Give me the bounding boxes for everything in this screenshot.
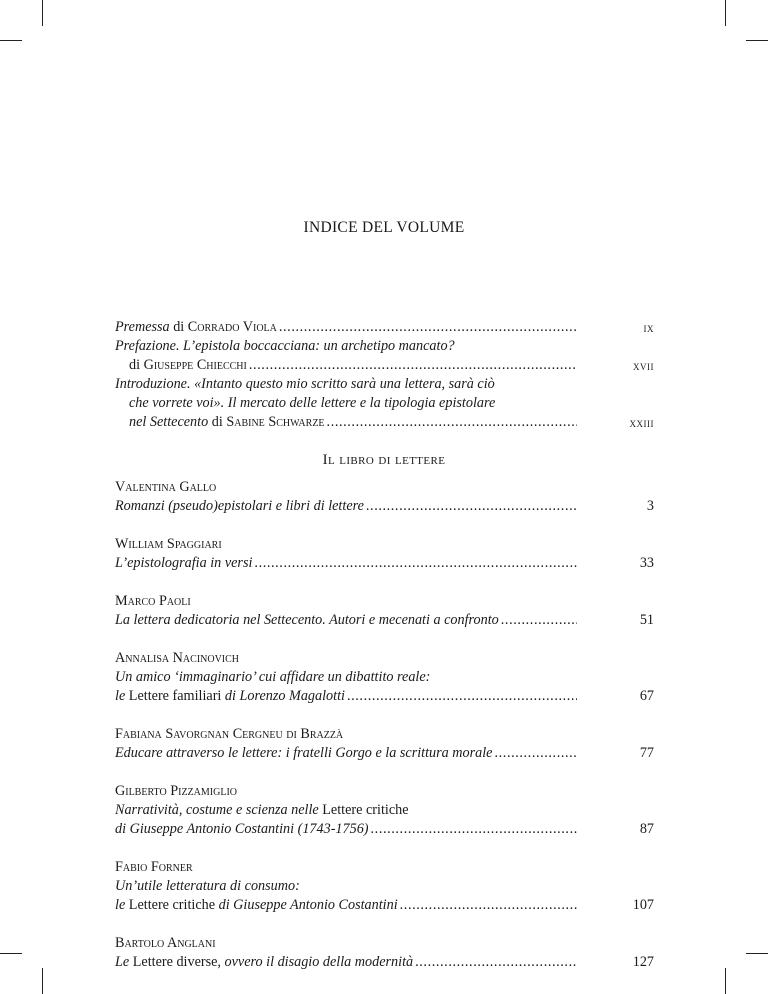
toc-entry[interactable] xyxy=(115,725,654,763)
entry-author: Valentina Gallo xyxy=(115,479,217,495)
page-number: 51 xyxy=(639,612,654,628)
entry-title: Narratività, costume e scienza nelle xyxy=(115,802,323,818)
entry-author: Bartolo Anglani xyxy=(115,935,216,951)
page-number: ix xyxy=(643,320,654,335)
entry-author: Annalisa Nacinovich xyxy=(115,650,240,666)
entry-title: Le xyxy=(115,954,133,970)
entry-author: Sabine Schwarze xyxy=(226,414,325,430)
entry-author: Fabio Forner xyxy=(115,859,193,875)
entry-title: L’epistolografia in versi xyxy=(115,555,253,571)
crop-mark xyxy=(725,968,726,994)
toc-entry[interactable]: Prefazione. L’epistola boccacciana: un archetipo mancato? di Giuseppe Chiecchi ..... xvii xyxy=(115,337,654,375)
front-matter xyxy=(115,318,654,432)
crop-mark xyxy=(0,953,22,954)
entry-author: William Spaggiari xyxy=(115,536,222,552)
entry-title: Romanzi (pseudo)epistolari e libri di lettere xyxy=(115,498,364,514)
crop-mark xyxy=(42,0,43,26)
entry-author: Marco Paoli xyxy=(115,593,191,609)
toc-entry[interactable]: Gilberto Pizzamiglio Narratività, costume e scienza nelle Lettere critiche di Giuseppe Antonio Costantini (1743-1756) ..... 87 xyxy=(115,782,654,839)
page-number: xvii xyxy=(633,358,654,373)
crop-mark xyxy=(746,953,768,954)
toc-entry[interactable]: Bartolo Anglani Le Lettere diverse, ovvero il disagio della modernità ..... 127 xyxy=(115,934,654,972)
toc-entry[interactable]: Introduzione. «Intanto questo mio scritto sarà una lettera, sarà ciò che vorrete voi». Il mercato delle lettere e la tipologia epistolare nel Settecento di Sabine Schwarze ..... xxiii xyxy=(115,375,654,432)
entry-author: Corrado Viola xyxy=(187,319,277,335)
page-number: 87 xyxy=(639,821,654,837)
page-number: 3 xyxy=(646,498,654,514)
section-title: Il libro di lettere xyxy=(322,452,446,468)
toc-entry[interactable] xyxy=(115,592,654,630)
entry-title: Un amico ‘immaginario’ cui affidare un dibattito reale: xyxy=(115,669,431,685)
entry-title: Educare attraverso le lettere: i fratelli Gorgo e la scrittura morale xyxy=(115,745,493,761)
toc-entry[interactable]: Fabio Forner Un’utile letteratura di consumo: le Lettere critiche di Giuseppe Antonio Costantini ..... 107 xyxy=(115,858,654,915)
page-number: 67 xyxy=(639,688,654,704)
entry-author: Giuseppe Chiecchi xyxy=(143,357,247,373)
entry-title: Prefazione. L’epistola boccacciana: un archetipo mancato? xyxy=(115,338,455,354)
page-title: INDICE DEL VOLUME xyxy=(303,219,465,236)
toc-entry[interactable] xyxy=(115,535,654,573)
page-number: 107 xyxy=(632,897,654,913)
crop-mark xyxy=(42,968,43,994)
entry-title: Un’utile letteratura di consumo: xyxy=(115,878,300,894)
entry-title: Premessa xyxy=(115,319,170,335)
page-number: 127 xyxy=(632,954,654,970)
page-number: 33 xyxy=(639,555,654,571)
entry-author: Fabiana Savorgnan Cergneu di Brazzà xyxy=(115,726,344,742)
entry-title: La lettera dedicatoria nel Settecento. Autori e mecenati a confronto xyxy=(115,612,499,628)
toc-entry[interactable] xyxy=(115,478,654,516)
page-number: 77 xyxy=(639,745,654,761)
crop-mark xyxy=(725,0,726,26)
crop-mark xyxy=(746,40,768,41)
entry-author: Gilberto Pizzamiglio xyxy=(115,783,237,799)
toc-list xyxy=(115,478,654,972)
crop-mark xyxy=(0,40,22,41)
toc-entry[interactable]: Annalisa Nacinovich Un amico ‘immaginario’ cui affidare un dibattito reale: le Lettere familiari di Lorenzo Magalotti ..... 67 xyxy=(115,649,654,706)
entry-title: Introduzione. «Intanto questo mio scritto sarà una lettera, sarà ciò xyxy=(115,376,495,392)
toc-entry[interactable]: Premessa di Corrado Viola ..... ix xyxy=(115,318,654,337)
page-number: xxiii xyxy=(629,415,654,430)
